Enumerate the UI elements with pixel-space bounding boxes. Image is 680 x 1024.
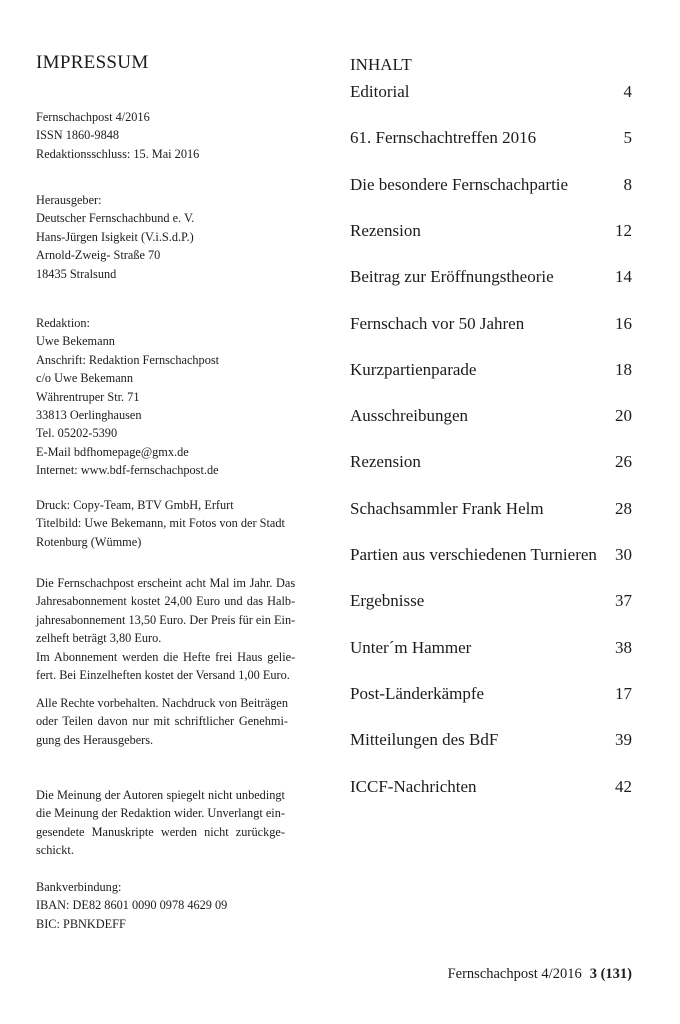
toc-entry-page: 4	[623, 82, 632, 101]
toc-entry	[350, 127, 632, 149]
toc-entry-title: Partien aus verschiedenen Turnieren	[350, 545, 597, 564]
toc-entry-title: Mitteilungen des BdF	[350, 730, 499, 750]
editorial-street: Währentruper Str. 71	[36, 389, 140, 404]
editorial-label: Redaktion:	[36, 316, 90, 330]
toc-entry-title: Kurzpartienparade	[350, 359, 477, 379]
editorial-block	[36, 314, 219, 480]
editorial-email: E-Mail bdfhomepage@gmx.de	[36, 444, 189, 459]
toc-entry-title: ICCF-Nachrichten	[350, 776, 477, 796]
editorial-co: c/o Uwe Bekemann	[36, 371, 133, 386]
toc-entry-page: 30	[615, 545, 632, 564]
toc-entry	[350, 266, 632, 288]
toc-entry-title: Die besondere Fernschachpartie	[350, 174, 569, 194]
toc-entry-title: Rezension	[350, 452, 421, 472]
toc-entry-title: Ergebnisse	[350, 591, 425, 611]
issn-line: ISSN 1860-9848	[36, 128, 120, 143]
toc-entry-page: 39	[615, 730, 632, 750]
print-block	[36, 496, 285, 551]
toc-entry	[350, 313, 632, 335]
editorial-city: 33813 Oerlinghausen	[36, 408, 142, 423]
toc-heading: INHALT	[350, 55, 412, 74]
subscription-block	[36, 574, 295, 684]
toc-entry-page: 8	[623, 174, 632, 194]
toc-entry-title: Post-Länderkämpfe	[350, 683, 485, 703]
page-footer	[410, 964, 632, 984]
toc-entry-page: 38	[615, 637, 632, 657]
toc-entry-page: 5	[623, 128, 632, 148]
publisher-block	[36, 191, 194, 283]
toc-entry	[350, 405, 632, 427]
disclaimer-line: schickt.	[36, 843, 74, 858]
toc-entry-page: 14	[615, 267, 632, 287]
impressum-section	[36, 52, 336, 931]
disclaimer-line: die Meinung der Redaktion wider. Unverlangt ein-	[36, 806, 285, 821]
rights-line: gung des Herausgebers.	[36, 732, 154, 747]
toc-entry	[350, 637, 632, 659]
disclaimer-block	[36, 786, 285, 860]
footer-page-number: 3 (131)	[589, 966, 632, 982]
bank-block	[36, 878, 227, 933]
toc-entry	[350, 498, 632, 520]
publisher-org: Deutscher Fernschachbund e. V.	[36, 211, 195, 226]
bank-label: Bankverbindung:	[36, 880, 122, 894]
cover-credit-line: Titelbild: Uwe Bekemann, mit Fotos von der Stadt	[36, 516, 285, 531]
subscription-line: jahresabonnement 13,50 Euro. Der Preis für ein Ein-	[36, 612, 296, 627]
publisher-label: Herausgeber:	[36, 193, 102, 207]
toc-entry	[350, 590, 632, 612]
deadline-line: Redaktionsschluss: 15. Mai 2016	[36, 146, 200, 161]
rights-line: oder Teilen davon nur mit schriftlicher Genehmi-	[36, 714, 288, 729]
subscription-line: fert. Bei Einzelheften kostet der Versand 1,00 Euro.	[36, 668, 290, 683]
toc-entry-page: 42	[615, 776, 632, 796]
footer-publication: Fernschachpost 4/2016	[447, 966, 582, 982]
toc-entry-page: 18	[615, 359, 632, 379]
impressum-title: IMPRESSUM	[36, 52, 149, 73]
toc-entry	[350, 544, 632, 566]
subscription-line: zelheft beträgt 3,80 Euro.	[36, 631, 162, 646]
toc-entry	[350, 451, 632, 473]
bank-bic: BIC: PBNKDEFF	[36, 916, 126, 931]
toc-entry-page: 12	[615, 220, 632, 240]
toc-entry-title: Rezension	[350, 220, 421, 240]
toc-entry	[350, 220, 632, 242]
toc-entry	[350, 729, 632, 751]
print-line: Druck: Copy-Team, BTV GmbH, Erfurt	[36, 498, 234, 512]
toc-entry-page: 28	[615, 498, 632, 518]
toc-entry	[350, 683, 632, 705]
toc-entry-page: 20	[615, 406, 632, 426]
toc-entry-page: 37	[615, 591, 632, 611]
issue-info-block	[36, 108, 199, 163]
subscription-line: Jahresabonnement kostet 24,00 Euro und das Halb-	[36, 594, 296, 609]
toc-entry-title: Ausschreibungen	[350, 406, 469, 426]
toc-entry-title: Beitrag zur Eröffnungstheorie	[350, 267, 554, 287]
publisher-street: Arnold-Zweig- Straße 70	[36, 248, 161, 263]
editorial-address-label: Anschrift: Redaktion Fernschachpost	[36, 352, 220, 367]
toc-entry-title: Unter´m Hammer	[350, 637, 472, 657]
toc-entry-page: 16	[615, 313, 632, 333]
publisher-person: Hans-Jürgen Isigkeit (V.i.S.d.P.)	[36, 229, 194, 244]
editor-name: Uwe Bekemann	[36, 334, 115, 349]
subscription-line: Die Fernschachpost erscheint acht Mal im Jahr. Das	[36, 576, 296, 590]
rights-block	[36, 694, 288, 749]
bank-iban: IBAN: DE82 8601 0090 0978 4629 09	[36, 898, 228, 913]
toc-entry	[350, 776, 632, 798]
publisher-city: 18435 Stralsund	[36, 266, 117, 281]
editorial-phone: Tel. 05202-5390	[36, 426, 118, 441]
toc-entry-page: 17	[615, 683, 632, 703]
toc-entry-title: 61. Fernschachtreffen 2016	[350, 128, 537, 148]
toc-entry	[350, 81, 632, 103]
toc-entry-page: 26	[615, 452, 632, 472]
toc-entry	[350, 359, 632, 381]
editorial-website: Internet: www.bdf-fernschachpost.de	[36, 463, 219, 478]
toc-entry-title: Editorial	[350, 82, 410, 101]
toc-entry	[350, 174, 632, 196]
disclaimer-line: gesendete Manuskripte werden nicht zurückge-	[36, 824, 285, 839]
cover-credit-line-2: Rotenburg (Wümme)	[36, 534, 142, 549]
disclaimer-line: Die Meinung der Autoren spiegelt nicht unbedingt	[36, 788, 285, 802]
toc-entry-title: Schachsammler Frank Helm	[350, 498, 544, 518]
subscription-line: Im Abonnement werden die Hefte frei Haus gelie-	[36, 649, 296, 664]
issue-line: Fernschachpost 4/2016	[36, 110, 150, 124]
rights-line: Alle Rechte vorbehalten. Nachdruck von Beiträgen	[36, 696, 288, 710]
toc-entry-title: Fernschach vor 50 Jahren	[350, 313, 525, 333]
